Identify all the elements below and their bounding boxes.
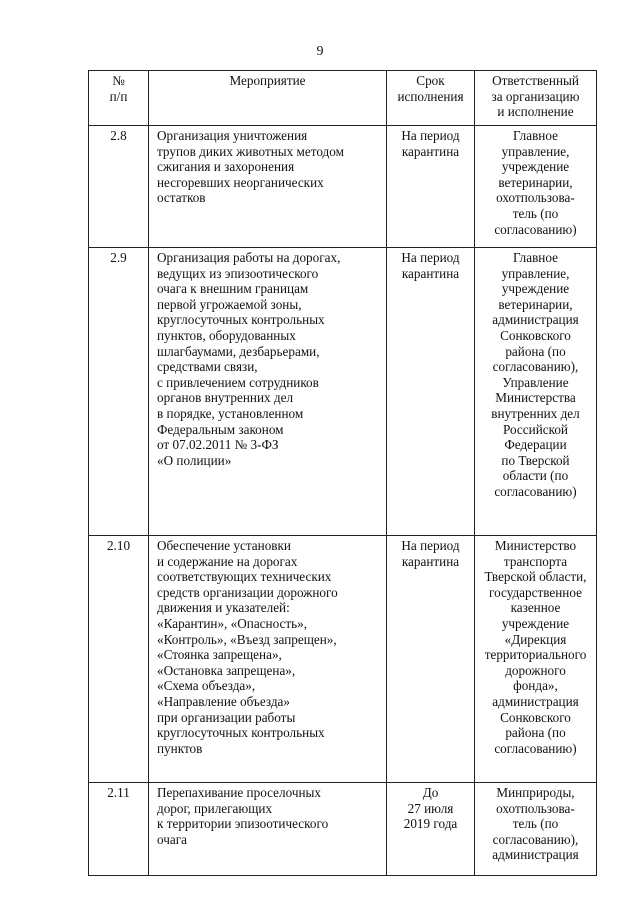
page-number: 9 xyxy=(316,44,324,59)
cell-line: тель (по xyxy=(512,205,559,221)
cell-line: «Контроль», «Въезд запрещен», xyxy=(157,631,337,647)
table-row xyxy=(89,783,597,876)
event-cell xyxy=(149,126,387,248)
cell-line: трупов диких животных методом xyxy=(157,143,344,159)
row-number: 2.11 xyxy=(89,783,149,876)
cell-line: средствами связи, xyxy=(157,359,258,375)
cell-line: района (по xyxy=(505,725,566,741)
row-number: 2.10 xyxy=(89,536,149,783)
cell-line: к территории эпизоотического xyxy=(157,816,329,832)
cell-line: охотпользова- xyxy=(496,190,575,206)
cell-line: Сонковского xyxy=(500,709,571,725)
responsible-cell xyxy=(475,248,597,536)
cell-line: с привлечением сотрудников xyxy=(157,374,319,390)
cell-line: по Тверской xyxy=(501,452,570,468)
table-row xyxy=(89,126,597,248)
cell-line: 2019 года xyxy=(403,816,458,832)
cell-line: средств организации дорожного xyxy=(157,584,338,600)
cell-line: Министерство xyxy=(494,538,577,553)
cell-line: пунктов, оборудованных xyxy=(157,327,296,343)
cell-line: Министерства xyxy=(495,390,576,406)
cell-line: пунктов xyxy=(157,740,203,756)
cell-line: согласованию), xyxy=(492,831,579,847)
cell-line: «Направление объезда» xyxy=(157,693,290,709)
cell-line: в порядке, установленном xyxy=(157,405,304,421)
cell-line: соответствующих технических xyxy=(157,569,332,585)
cell-line: согласованию) xyxy=(494,483,577,499)
cell-line: управление, xyxy=(501,143,570,159)
cell-line: области (по xyxy=(502,468,569,484)
cell-line: Организация уничтожения xyxy=(157,128,308,143)
table-row xyxy=(89,248,597,536)
row-number: 2.8 xyxy=(89,126,149,248)
cell-line: согласованию), xyxy=(492,359,579,375)
cell-line: «Стоянка запрещена», xyxy=(157,647,282,663)
cell-line: охотпользова- xyxy=(496,800,575,816)
cell-line: согласованию) xyxy=(494,221,577,237)
cell-line: ведущих из эпизоотического xyxy=(157,265,319,281)
cell-line: Главное xyxy=(513,250,558,265)
cell-line: п/п xyxy=(109,88,128,104)
cell-line: № xyxy=(112,73,125,88)
cell-line: Управление xyxy=(502,374,569,390)
cell-line: Минприроды, xyxy=(496,785,575,800)
responsible-cell xyxy=(475,783,597,876)
cell-line: движения и указателей: xyxy=(157,600,290,616)
cell-line: Организация работы на дорогах, xyxy=(157,250,341,265)
cell-line: «О полиции» xyxy=(157,452,232,468)
row-number: 2.9 xyxy=(89,248,149,536)
term-cell xyxy=(387,126,475,248)
cell-line: при организации работы xyxy=(157,709,296,725)
cell-line: района (по xyxy=(505,343,566,359)
cell-line: На период xyxy=(401,128,460,143)
cell-line: администрация xyxy=(492,312,579,328)
table-header-row xyxy=(89,71,597,126)
cell-line: 27 июля xyxy=(407,800,454,816)
cell-line: карантина xyxy=(401,265,460,281)
event-cell xyxy=(149,248,387,536)
cell-line: дорог, прилегающих xyxy=(157,800,273,816)
cell-line: Главное xyxy=(513,128,558,143)
cell-line: Срок xyxy=(416,73,445,88)
cell-line: и исполнение xyxy=(497,104,574,120)
header-event xyxy=(149,71,387,126)
cell-line: «Дирекция xyxy=(504,631,567,647)
event-cell xyxy=(149,536,387,783)
cell-line: «Схема объезда», xyxy=(157,678,256,694)
cell-line: «Остановка запрещена», xyxy=(157,662,296,678)
cell-line: Тверской области, xyxy=(484,569,587,585)
cell-line: органов внутренних дел xyxy=(157,390,294,406)
header-num xyxy=(89,71,149,126)
cell-line: администрация xyxy=(492,693,579,709)
responsible-cell xyxy=(475,126,597,248)
cell-line: ветеринарии, xyxy=(498,174,573,190)
cell-line: внутренних дел xyxy=(491,405,580,421)
cell-line: администрация xyxy=(492,847,579,863)
cell-line: транспорта xyxy=(503,553,568,569)
cell-line: карантина xyxy=(401,143,460,159)
cell-line: Федерации xyxy=(504,437,567,453)
cell-line: шлагбаумами, дезбарьерами, xyxy=(157,343,320,359)
header-responsible xyxy=(475,71,597,126)
cell-line: На период xyxy=(401,250,460,265)
cell-line: согласованию) xyxy=(494,740,577,756)
cell-line: «Карантин», «Опасность», xyxy=(157,615,308,631)
event-cell xyxy=(149,783,387,876)
cell-line: и содержание на дорогах xyxy=(157,553,298,569)
cell-line: дорожного xyxy=(505,662,566,678)
header-term xyxy=(387,71,475,126)
cell-line: исполнения xyxy=(397,88,464,104)
cell-line: На период xyxy=(401,538,460,553)
cell-line: казенное xyxy=(510,600,561,616)
table-row xyxy=(89,536,597,783)
cell-line: остатков xyxy=(157,190,206,206)
cell-line: Перепахивание проселочных xyxy=(157,785,321,800)
cell-line: круглосуточных контрольных xyxy=(157,725,325,741)
cell-line: от 07.02.2011 № 3-ФЗ xyxy=(157,437,279,453)
cell-line: первой угрожаемой зоны, xyxy=(157,296,302,312)
cell-line: круглосуточных контрольных xyxy=(157,312,325,328)
cell-line: учреждение xyxy=(501,615,570,631)
term-cell xyxy=(387,248,475,536)
cell-line: государственное xyxy=(489,584,582,600)
cell-line: учреждение xyxy=(501,159,570,175)
cell-line: карантина xyxy=(401,553,460,569)
cell-line: тель (по xyxy=(512,816,559,832)
cell-line: фонда», xyxy=(513,678,558,694)
cell-line: ветеринарии, xyxy=(498,296,573,312)
cell-line: Ответственный xyxy=(492,73,579,88)
measures-table xyxy=(88,70,597,876)
cell-line: Российской xyxy=(503,421,568,437)
cell-line: Федеральным законом xyxy=(157,421,284,437)
cell-line: До xyxy=(422,785,439,800)
cell-line: сжигания и захоронения xyxy=(157,159,295,175)
cell-line: управление, xyxy=(501,265,570,281)
cell-line: несгоревших неорганических xyxy=(157,174,324,190)
term-cell xyxy=(387,536,475,783)
table-body xyxy=(89,126,597,876)
cell-line: очага к внешним границам xyxy=(157,281,309,297)
responsible-cell xyxy=(475,536,597,783)
cell-line: Обеспечение установки xyxy=(157,538,291,553)
term-cell xyxy=(387,783,475,876)
cell-line: очага xyxy=(157,831,187,847)
cell-line: Мероприятие xyxy=(229,73,306,88)
cell-line: Сонковского xyxy=(500,327,571,343)
cell-line: территориального xyxy=(484,647,587,663)
cell-line: за организацию xyxy=(491,88,580,104)
cell-line: учреждение xyxy=(501,281,570,297)
